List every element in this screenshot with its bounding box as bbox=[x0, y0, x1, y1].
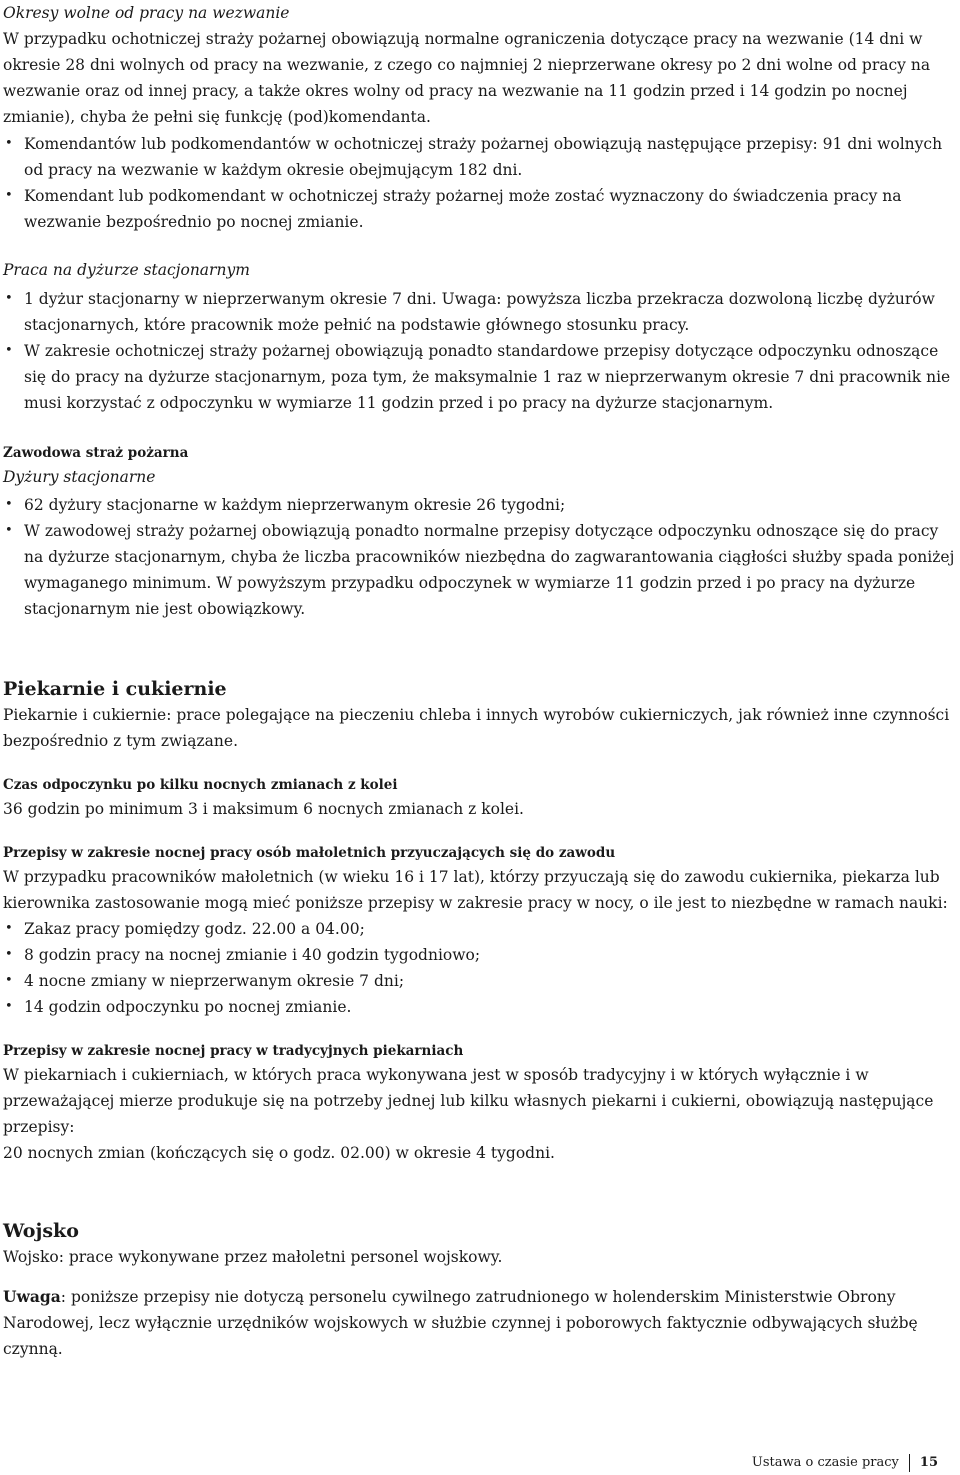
subheading-traditional-bakeries: Przepisy w zakresie nocnej pracy w tradycyjnych piekarniach bbox=[3, 1043, 464, 1059]
list-item: • 62 dyżury stacjonarne w każdym nieprzerwanym okresie 26 tygodni; bbox=[3, 492, 955, 518]
footer-title: Ustawa o czasie pracy bbox=[751, 1455, 899, 1470]
section-title-military: Wojsko bbox=[3, 1220, 79, 1242]
paragraph: W piekarniach i cukierniach, w których praca wykonywana jest w sposób tradycyjny i w których wyłącznie i w przeważającej mierze produkuje się na potrzeby jednej lub kilku własnych piekarni i cukierni, obowiązują następujące przepisy: bbox=[3, 1066, 934, 1136]
section-heading-professional-fire-service: Zawodowa straż pożarna bbox=[3, 445, 189, 461]
page-footer bbox=[752, 1453, 938, 1473]
bullet-list bbox=[3, 286, 955, 416]
subheading-standby-duties: Dyżury stacjonarne bbox=[3, 468, 156, 486]
list-item: • Komendant lub podkomendant w ochotniczej straży pożarnej może zostać wyznaczony do świadczenia pracy na wezwanie bezpośrednio po nocnej zmianie. bbox=[3, 183, 955, 235]
subheading-rest-after-night-shifts: Czas odpoczynku po kilku nocnych zmianach z kolei bbox=[3, 777, 398, 793]
section-title-bakeries: Piekarnie i cukiernie bbox=[3, 678, 227, 700]
subheading-minors-night-work: Przepisy w zakresie nocnej pracy osób małoletnich przyuczających się do zawodu bbox=[3, 845, 616, 861]
paragraph: Piekarnie i cukiernie: prace polegające na pieczeniu chleba i innych wyrobów cukierniczych, jak również inne czynności bezpośrednio z tym związane. bbox=[3, 706, 950, 750]
section-heading-on-call-off: Okresy wolne od pracy na wezwanie bbox=[3, 4, 290, 22]
paragraph: W przypadku ochotniczej straży pożarnej obowiązują normalne ograniczenia dotyczące pracy na wezwanie (14 dni w okresie 28 dni wolnych od pracy na wezwanie, z czego co najmniej 2 nieprzerwane okresy po 2 dni wolne od pracy na wezwanie oraz od innej pracy, a także okres wolny od pracy na wezwanie na 11 godzin przed i 14 godzin po nocnej zmianie), chyba że pełni się funkcję (pod)komendanta. bbox=[3, 30, 931, 126]
list-item: • Komendantów lub podkomendantów w ochotniczej straży pożarnej obowiązują następujące przepisy: 91 dni wolnych od pracy na wezwanie w każdym okresie obejmującym 182 dni. bbox=[3, 131, 955, 183]
list-item: • 1 dyżur stacjonarny w nieprzerwanym okresie 7 dni. Uwaga: powyższa liczba przekracza dozwoloną liczbę dyżurów stacjonarnych, które pracownik może pełnić na podstawie głównego stosunku pracy. bbox=[3, 286, 955, 338]
list-item: • 4 nocne zmiany w nieprzerwanym okresie 7 dni; bbox=[3, 968, 955, 994]
section-heading-standby-duty: Praca na dyżurze stacjonarnym bbox=[3, 261, 250, 279]
paragraph: W przypadku pracowników małoletnich (w wieku 16 i 17 lat), którzy przyuczają się do zawodu cukiernika, piekarza lub kierownika zastosowanie mogą mieć poniższe przepisy w zakresie pracy w nocy, o ile jest to niezbędne w ramach nauki: bbox=[3, 868, 948, 912]
document-content bbox=[3, 0, 955, 1362]
page-number: 15 bbox=[919, 1455, 938, 1470]
paragraph: 36 godzin po minimum 3 i maksimum 6 nocnych zmianach z kolei. bbox=[3, 800, 524, 818]
bullet-list bbox=[3, 916, 955, 1020]
list-item: • Zakaz pracy pomiędzy godz. 22.00 a 04.00; bbox=[3, 916, 955, 942]
note-label: Uwaga bbox=[3, 1287, 61, 1306]
note-paragraph bbox=[3, 1284, 955, 1362]
paragraph: 20 nocnych zmian (kończących się o godz. 02.00) w okresie 4 tygodni. bbox=[3, 1144, 555, 1162]
paragraph: Wojsko: prace wykonywane przez małoletni personel wojskowy. bbox=[3, 1248, 503, 1266]
list-item: • 8 godzin pracy na nocnej zmianie i 40 godzin tygodniowo; bbox=[3, 942, 955, 968]
footer-divider bbox=[909, 1454, 910, 1472]
list-item: • W zawodowej straży pożarnej obowiązują ponadto normalne przepisy dotyczące odpoczynku odnoszące się do pracy na dyżurze stacjonarnym, chyba że liczba pracowników niezbędna do zagwarantowania ciągłości służby spada poniżej wymaganego minimum. W powyższym przypadku odpoczynek w wymiarze 11 godzin przed i po pracy na dyżurze stacjonarnym nie jest obowiązkowy. bbox=[3, 518, 955, 622]
list-item: • W zakresie ochotniczej straży pożarnej obowiązują ponadto standardowe przepisy dotyczące odpoczynku odnoszące się do pracy na dyżurze stacjonarnym, poza tym, że maksymalnie 1 raz w nieprzerwanym okresie 7 dni pracownik nie musi korzystać z odpoczynku w wymiarze 11 godzin przed i po pracy na dyżurze stacjonarnym. bbox=[3, 338, 955, 416]
note-text: : poniższe przepisy nie dotyczą personelu cywilnego zatrudnionego w holenderskim Ministerstwie Obrony Narodowej, lecz wyłącznie urzędników wojskowych w służbie czynnej i poborowych faktycznie odbywających służbę czynną. bbox=[3, 1288, 918, 1358]
bullet-list bbox=[3, 492, 955, 622]
list-item: • 14 godzin odpoczynku po nocnej zmianie. bbox=[3, 994, 955, 1020]
bullet-list bbox=[3, 131, 955, 235]
